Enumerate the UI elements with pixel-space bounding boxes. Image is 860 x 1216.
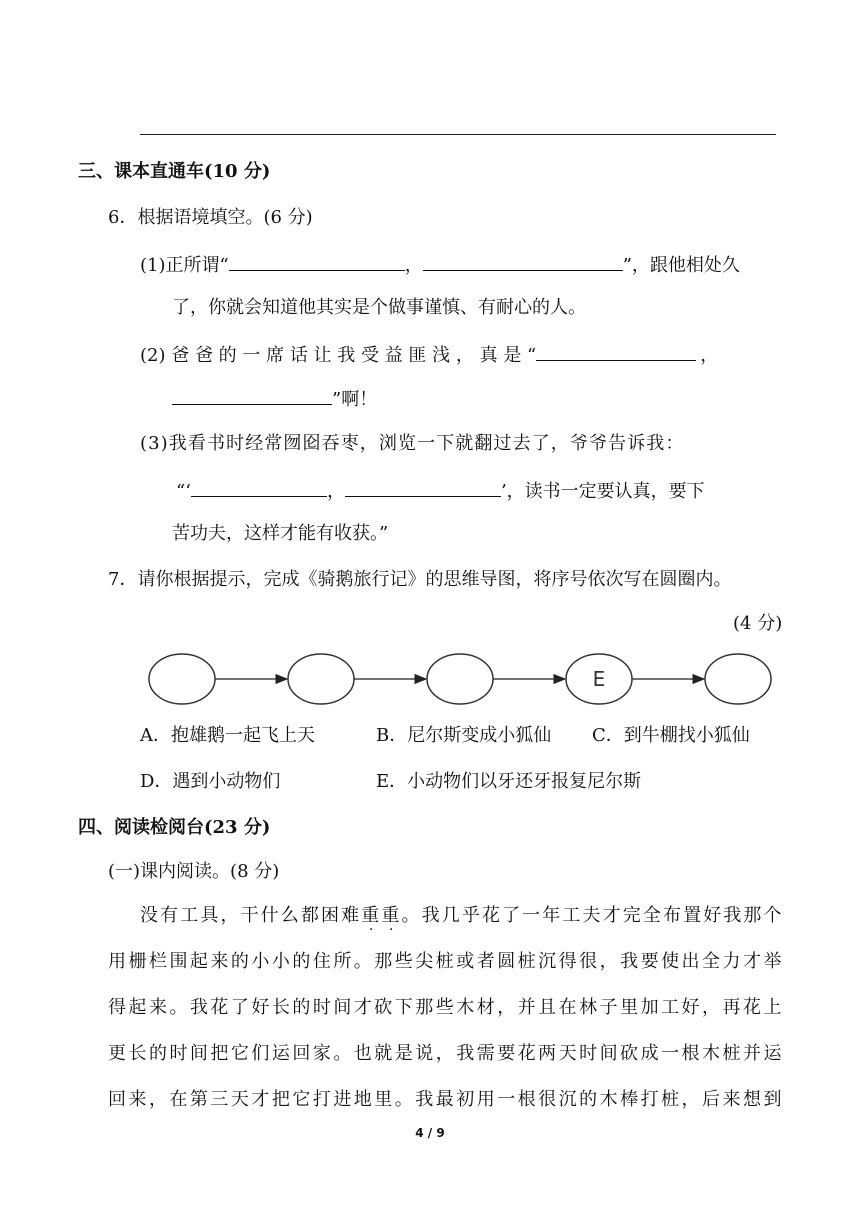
option-d: D．遇到小动物们 xyxy=(140,771,281,792)
reading-part-title: (一)课内阅读。(8 分) xyxy=(108,861,280,882)
question-6-title: 6．根据语境填空。(6 分) xyxy=(108,207,313,228)
option-e: E．小动物们以牙还牙报复尼尔斯 xyxy=(376,771,642,792)
q6-item-2-suffix: ”啊！ xyxy=(332,389,378,410)
question-7-title: 7．请你根据提示，完成《骑鹅旅行记》的思维导图，将序号依次写在圆圈内。 xyxy=(108,569,732,590)
q6-item-3-open: “‘ xyxy=(176,481,191,502)
fill-blank[interactable] xyxy=(423,252,623,271)
q6-item-1-continuation: 了，你就会知道他其实是个做事谨慎、有耐心的人。 xyxy=(172,297,586,318)
fill-blank[interactable] xyxy=(172,386,332,405)
mind-map-node[interactable] xyxy=(288,654,354,704)
passage-line-5: 回来，在第三天才把它打进地里。我最初用一根很沉的木棒打桩，后来想到 xyxy=(108,1089,782,1110)
q6-item-3-suffix: ’，读书一定要认真，要下 xyxy=(500,481,705,502)
passage-line-1: 没有工具，干什么都困难重重。我几乎花了一年工夫才完全布置好我那个 xyxy=(140,905,783,926)
page-number: 4 / 9 xyxy=(415,1126,445,1140)
q6-item-3-blanks xyxy=(176,478,705,504)
emphasis-char: 重 xyxy=(381,905,402,926)
mind-map-node[interactable] xyxy=(427,654,493,704)
emphasis-char: 重 xyxy=(361,905,382,926)
fill-blank[interactable] xyxy=(229,252,405,271)
mind-map-node-label: E xyxy=(592,667,606,691)
mind-map-node[interactable] xyxy=(149,654,215,704)
fill-blank[interactable] xyxy=(345,478,501,497)
passage-line-2: 用栅栏围起来的小小的住所。那些尖桩或者圆桩沉得很，我要使出全力才举 xyxy=(108,951,782,972)
option-c: C．到牛棚找小狐仙 xyxy=(592,725,750,746)
q6-item-1-suffix: ”，跟他相处久 xyxy=(622,255,740,276)
q6-item-2-prefix: (2) 爸 爸 的 一 席 话 让 我 受 益 匪 浅 ， 真 是 “ xyxy=(140,345,537,366)
mind-map xyxy=(140,650,780,710)
q6-item-2 xyxy=(140,342,718,368)
q6-item-1 xyxy=(140,252,740,278)
section-title: 三、课本直通车(10 分) xyxy=(78,161,271,182)
section-title: 四、阅读检阅台(23 分) xyxy=(78,817,271,838)
answer-line xyxy=(140,134,776,135)
passage-line-3: 得起来。我花了好长的时间才砍下那些木材，并且在林子里加工好，再花上 xyxy=(108,997,782,1018)
fill-blank[interactable] xyxy=(191,478,327,497)
q6-item-2-continuation xyxy=(172,386,377,412)
q6-item-2-comma: ， xyxy=(700,345,719,366)
q6-item-1-prefix: (1)正所谓“ xyxy=(140,255,229,276)
q6-item-3-continuation: 苦功夫，这样才能有收获。” xyxy=(172,523,389,544)
option-a: A．抱雄鹅一起飞上天 xyxy=(140,725,315,746)
fill-blank[interactable] xyxy=(536,342,696,361)
option-b: B．尼尔斯变成小狐仙 xyxy=(376,725,552,746)
q6-item-3: (3)我看书时经常囫囵吞枣，浏览一下就翻过去了，爷爷告诉我： xyxy=(140,433,685,454)
q6-item-3-comma: ， xyxy=(326,481,345,502)
passage-line-4: 更长的时间把它们运回家。也就是说，我需要花两天时间砍成一根木桩并运 xyxy=(108,1043,782,1064)
mind-map-node[interactable] xyxy=(705,654,771,704)
q6-item-1-comma: ， xyxy=(404,255,423,276)
question-7-score: (4 分) xyxy=(733,613,783,634)
